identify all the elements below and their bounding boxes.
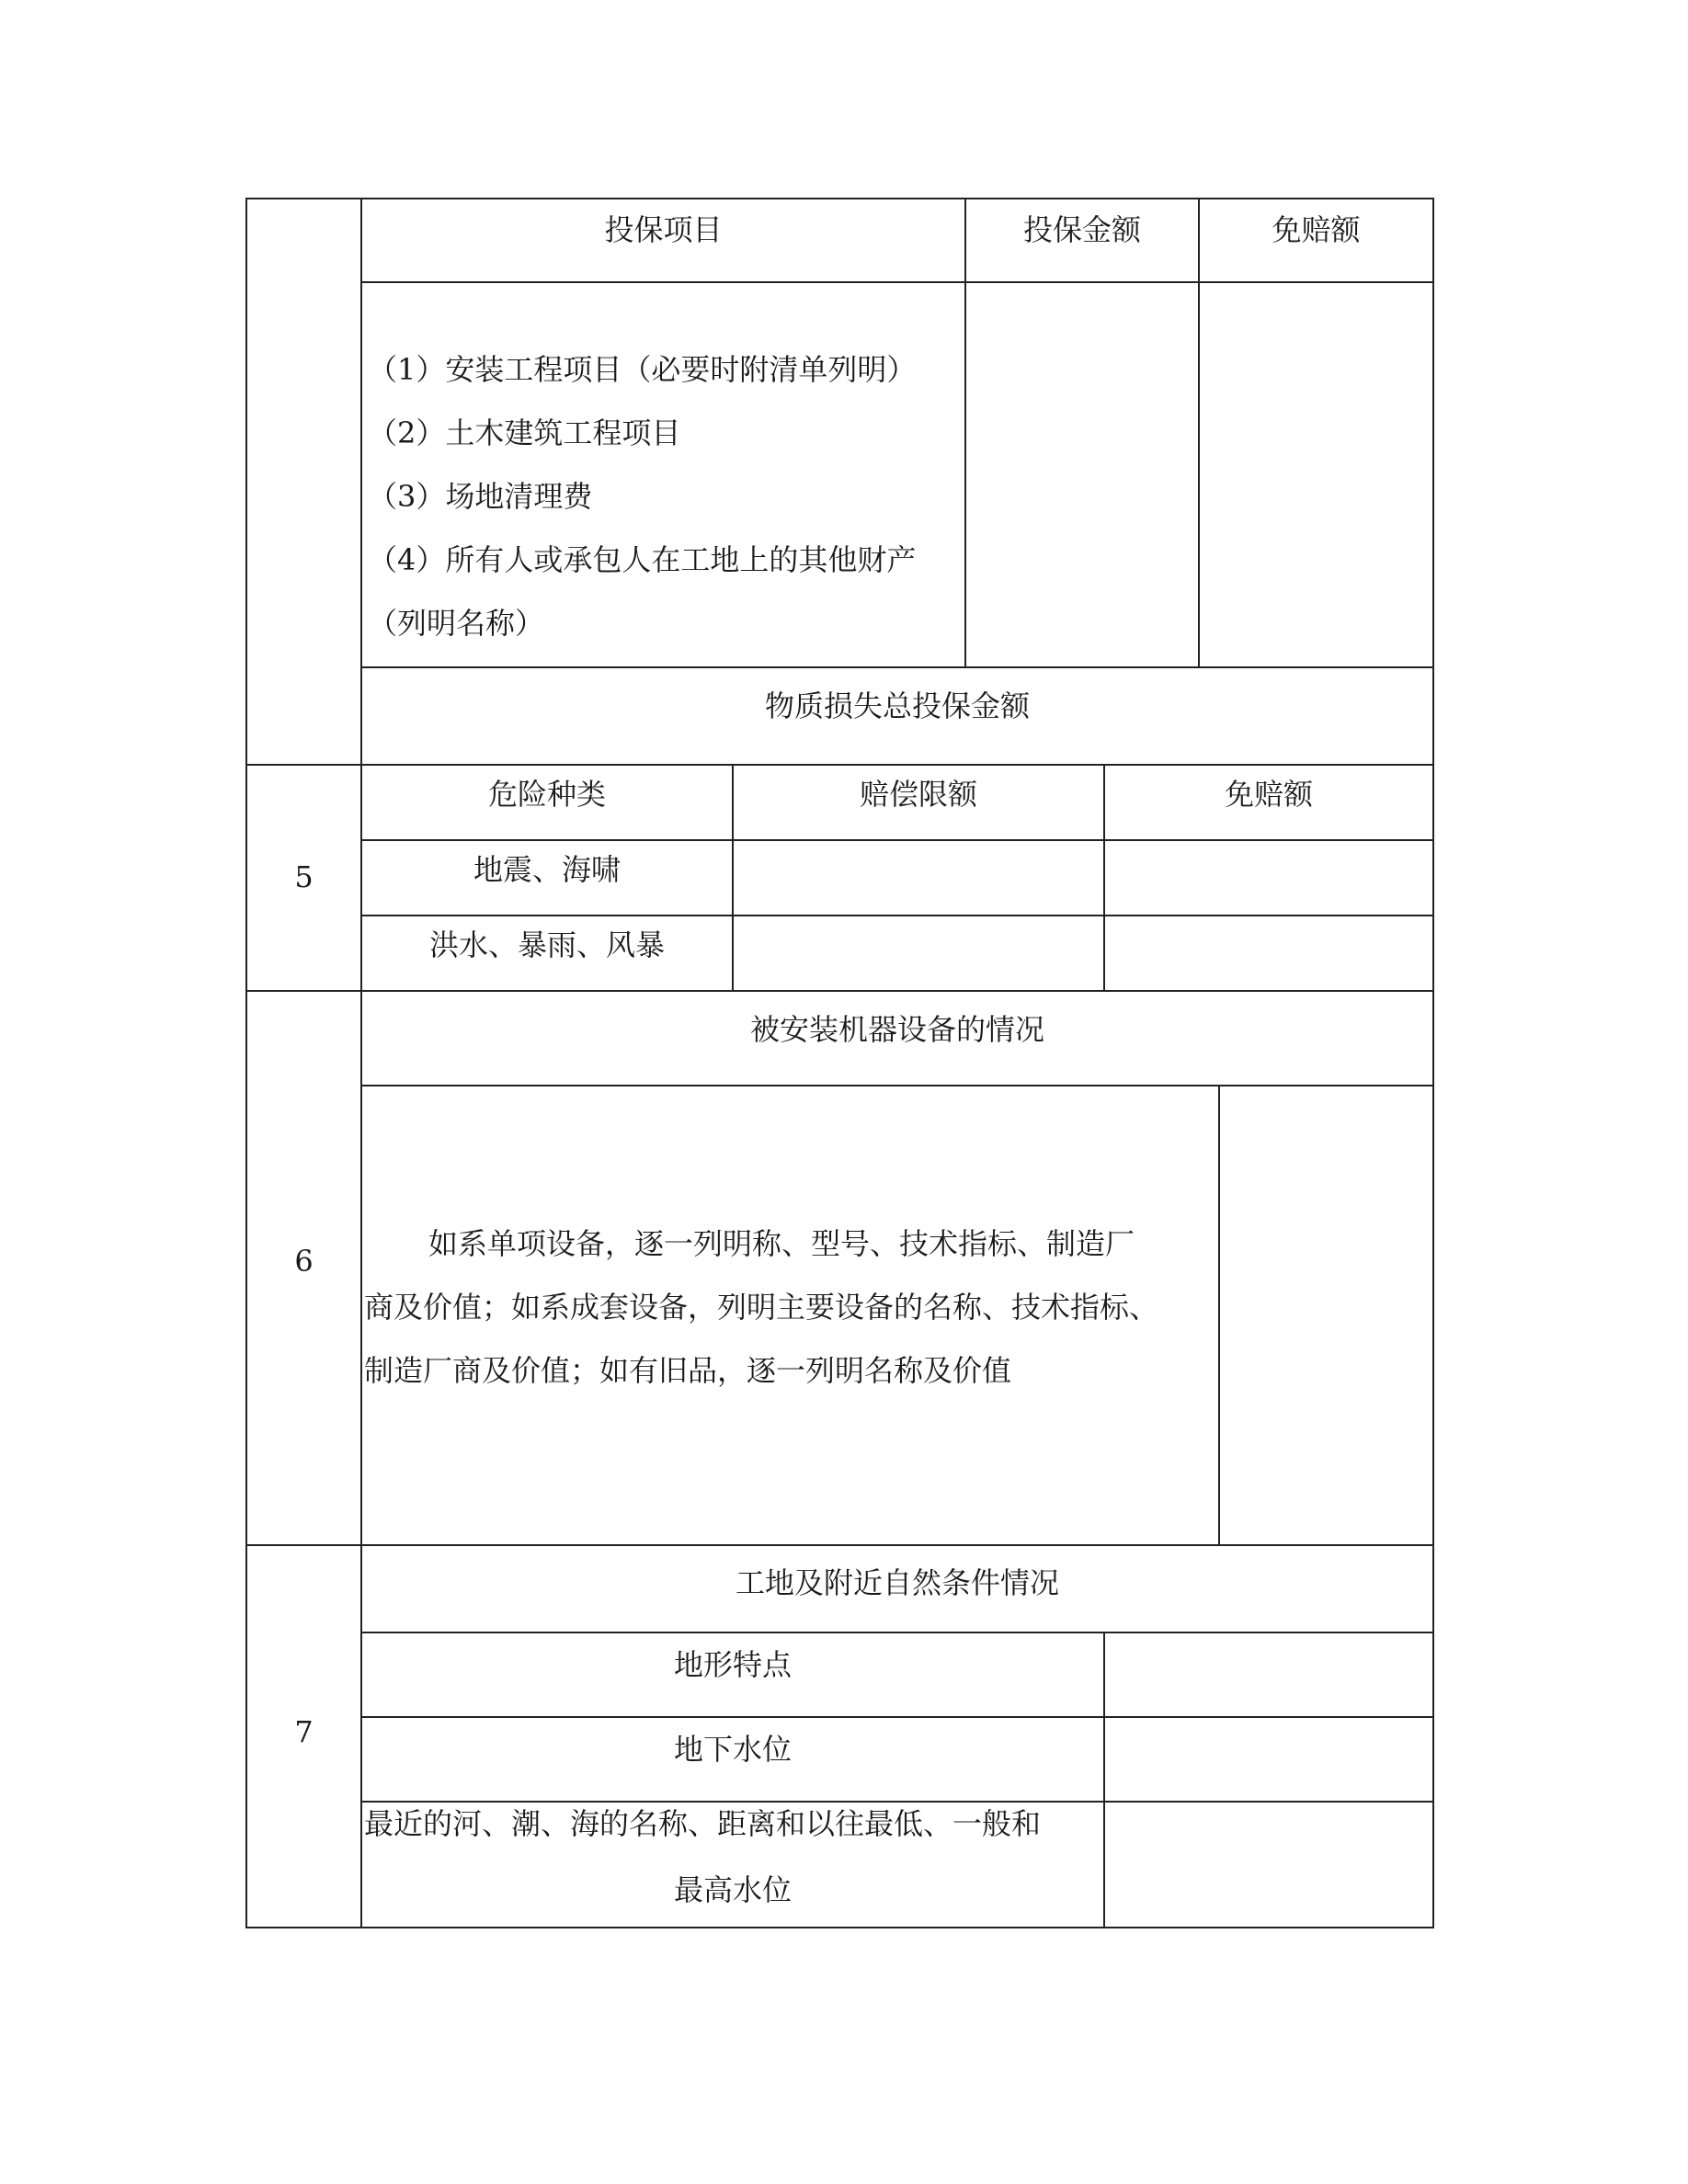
section-number-5: 5	[294, 859, 314, 894]
nearest-water-body-line-1: 最近的河、潮、海的名称、距离和以往最低、一般和	[364, 1806, 1042, 1841]
insured-item-2: （2）土木建筑工程项目	[368, 415, 681, 450]
insured-item-4-note: （列明名称）	[368, 606, 545, 641]
insured-item-4: （4）所有人或承包人在工地上的其他财产	[368, 542, 917, 577]
header-insured-amount: 投保金额	[1022, 212, 1141, 247]
equipment-description-line-1: 如系单项设备，逐一列明称、型号、技术指标、制造厂	[428, 1226, 1135, 1261]
insured-item-3: （3）场地清理费	[368, 479, 593, 514]
total-insured-amount-label: 物质损失总投保金额	[764, 688, 1030, 723]
nearest-water-body-line-2: 最高水位	[673, 1872, 792, 1907]
header-compensation-limit: 赔偿限额	[859, 777, 977, 812]
risk-earthquake-tsunami: 地震、海啸	[473, 852, 621, 887]
section-number-6: 6	[294, 1244, 314, 1279]
groundwater-level: 地下水位	[673, 1732, 792, 1767]
header-insured-item: 投保项目	[604, 212, 723, 247]
header-risk-type: 危险种类	[487, 777, 606, 812]
equipment-description-line-2: 商及价值；如系成套设备，列明主要设备的名称、技术指标、	[364, 1290, 1159, 1325]
terrain-features: 地形特点	[673, 1647, 792, 1682]
insured-item-1: （1）安装工程项目（必要时附清单列明）	[368, 352, 917, 387]
risk-flood-rainstorm: 洪水、暴雨、风暴	[428, 927, 665, 962]
equipment-title: 被安装机器设备的情况	[749, 1012, 1044, 1047]
equipment-description-line-3: 制造厂商及价值；如有旧品，逐一列明名称及价值	[364, 1353, 1012, 1388]
section-number-7: 7	[294, 1714, 314, 1749]
header-deductible: 免赔额	[1272, 212, 1361, 247]
site-conditions-title: 工地及附近自然条件情况	[735, 1565, 1059, 1600]
header-deductible-5: 免赔额	[1224, 777, 1313, 812]
